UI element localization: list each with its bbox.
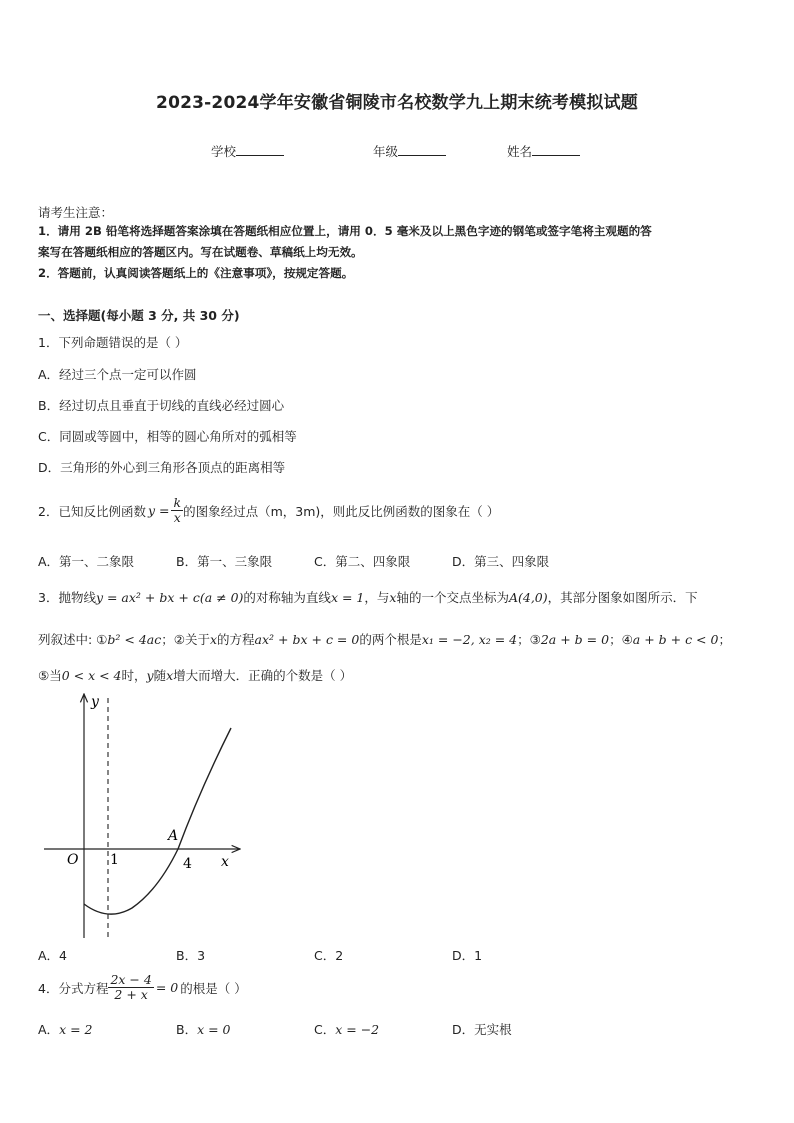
q2-frac-den: x	[173, 510, 181, 525]
q2-stem	[38, 496, 499, 525]
notice-line2: 2．答题前，认真阅读答题纸上的《注意事项》，按规定答题。	[38, 266, 354, 280]
q1-option-c: C．同圆或等圆中，相等的圆心角所对的弧相等	[38, 429, 297, 444]
page-title: 2023-2024学年安徽省铜陵市名校数学九上期末统考模拟试题	[156, 93, 638, 113]
name-blank	[532, 143, 580, 156]
x-axis-label: x	[221, 854, 229, 870]
grade-label: 年级	[373, 144, 399, 159]
q1-stem: 1．下列命题错误的是（ ）	[38, 335, 188, 350]
q3-l2-s1: b² < 4ac	[107, 632, 162, 647]
q3-l1-point: A(4,0)	[508, 590, 548, 605]
q4-fraction	[108, 973, 153, 1002]
q4-option-c	[314, 1020, 379, 1038]
q3-l2-m2: 的方程	[217, 632, 255, 647]
q3-l3-y: y	[146, 668, 154, 683]
q2-frac-num: k	[173, 495, 182, 510]
q4-post: 的根是（ ）	[180, 980, 247, 996]
tick-label-4: 4	[183, 856, 192, 872]
q2-post: 的图象经过点（m，3m)，则此反比例函数的图象在（ ）	[183, 503, 500, 519]
q3-option-b: B．3	[176, 948, 206, 963]
q3-l2-roots: x₁ = −2, x₂ = 4	[421, 632, 518, 647]
q3-l2-eq: ax² + bx + c = 0	[254, 632, 360, 647]
grade-field	[373, 142, 446, 160]
q3-l1-mid2: ，与	[364, 590, 390, 605]
q3-option-d: D．1	[452, 948, 483, 963]
q2-option-b: B．第一、三象限	[176, 554, 273, 569]
q3-l2-s4: a + b + c < 0	[632, 632, 719, 647]
q3-option-a: A．4	[38, 948, 68, 963]
q3-l3-cond: 0 < x < 4	[61, 668, 122, 683]
school-field	[211, 142, 284, 160]
q3-l1-expr: y = ax² + bx + c(a ≠ 0)	[95, 590, 244, 605]
q4-frac-num: 2x − 4	[110, 972, 152, 987]
notice-heading: 请考生注意：	[38, 205, 114, 220]
section-heading: 一、选择题(每小题 3 分, 共 30 分)	[38, 308, 240, 323]
q3-l3-post: 增大而增大．正确的个数是（ ）	[173, 668, 353, 683]
q3-l1-pre: 3．抛物线	[38, 590, 96, 605]
q4-eq: = 0	[155, 980, 179, 995]
y-axis-label: y	[91, 694, 99, 710]
q3-l3-x: x	[166, 668, 174, 683]
q3-l2-m4: ；③	[517, 632, 541, 647]
q4-c-label: C．	[314, 1022, 336, 1037]
q3-l2-m3: 的两个根是	[359, 632, 422, 647]
q3-l1-axis: x = 1	[330, 590, 365, 605]
q3-l1-x: x	[389, 590, 397, 605]
q4-option-b	[176, 1020, 231, 1038]
q3-l2-m6: ；	[718, 632, 731, 647]
q2-option-d: D．第三、四象限	[452, 554, 550, 569]
q4-pre: 4．分式方程	[38, 980, 109, 996]
school-label: 学校	[211, 144, 237, 159]
q4-c-value: x = −2	[335, 1022, 380, 1037]
q4-a-label: A．	[38, 1022, 60, 1037]
q3-l2-x: x	[209, 632, 218, 647]
q3-line2	[38, 630, 731, 648]
q3-l3-m2: 随	[153, 668, 167, 683]
q3-l1-mid: 的对称轴为直线	[243, 590, 331, 605]
q3-line3	[38, 666, 352, 684]
q3-l2-m5: ；④	[609, 632, 633, 647]
q3-l2-pre: 列叙述中: ①	[38, 632, 108, 647]
parabola-graph	[40, 690, 250, 945]
q2-option-a: A．第一、二象限	[38, 554, 135, 569]
q3-option-c: C．2	[314, 948, 344, 963]
q1-option-a: A．经过三个点一定可以作圆	[38, 367, 197, 382]
q2-fraction	[171, 496, 183, 525]
q4-option-d: D．无实根	[452, 1022, 512, 1037]
origin-label: O	[67, 852, 79, 868]
q3-l1-mid3: 轴的一个交点坐标为	[396, 590, 509, 605]
q3-l2-m1: ；②关于	[161, 632, 210, 647]
q4-b-value: x = 0	[197, 1022, 231, 1037]
q2-func-lhs: y =	[147, 503, 170, 518]
notice-line1a: 1．请用 2B 铅笔将选择题答案涂填在答题纸相应位置上，请用 0．5 毫米及以上黑色字迹的钢笔或签字笔将主观题的答	[38, 224, 652, 238]
q4-b-label: B．	[176, 1022, 198, 1037]
point-a-label: A	[168, 828, 179, 844]
q3-l1-post: ，其部分图象如图所示．下	[547, 590, 698, 605]
q4-option-a	[38, 1020, 93, 1038]
q3-l2-s3: 2a + b = 0	[540, 632, 610, 647]
name-label: 姓名	[507, 144, 533, 159]
grade-blank	[398, 143, 446, 156]
tick-label-1: 1	[110, 852, 119, 868]
parabola-curve	[84, 728, 231, 914]
q4-a-value: x = 2	[59, 1022, 93, 1037]
school-blank	[236, 143, 284, 156]
q3-l3-pre: ⑤当	[38, 668, 62, 683]
q3-l3-m1: 时，	[121, 668, 147, 683]
q1-option-b: B．经过切点且垂直于切线的直线必经过圆心	[38, 398, 285, 413]
q3-line1	[38, 588, 698, 606]
q1-option-d: D．三角形的外心到三角形各顶点的距离相等	[38, 460, 286, 475]
notice-line1b: 案写在答题纸相应的答题区内。写在试题卷、草稿纸上均无效。	[38, 245, 363, 259]
name-field	[507, 142, 580, 160]
q2-option-c: C．第二、四象限	[314, 554, 411, 569]
q2-pre: 2．已知反比例函数	[38, 503, 146, 519]
q4-stem	[38, 973, 247, 1002]
q4-frac-den: 2 + x	[114, 987, 148, 1002]
